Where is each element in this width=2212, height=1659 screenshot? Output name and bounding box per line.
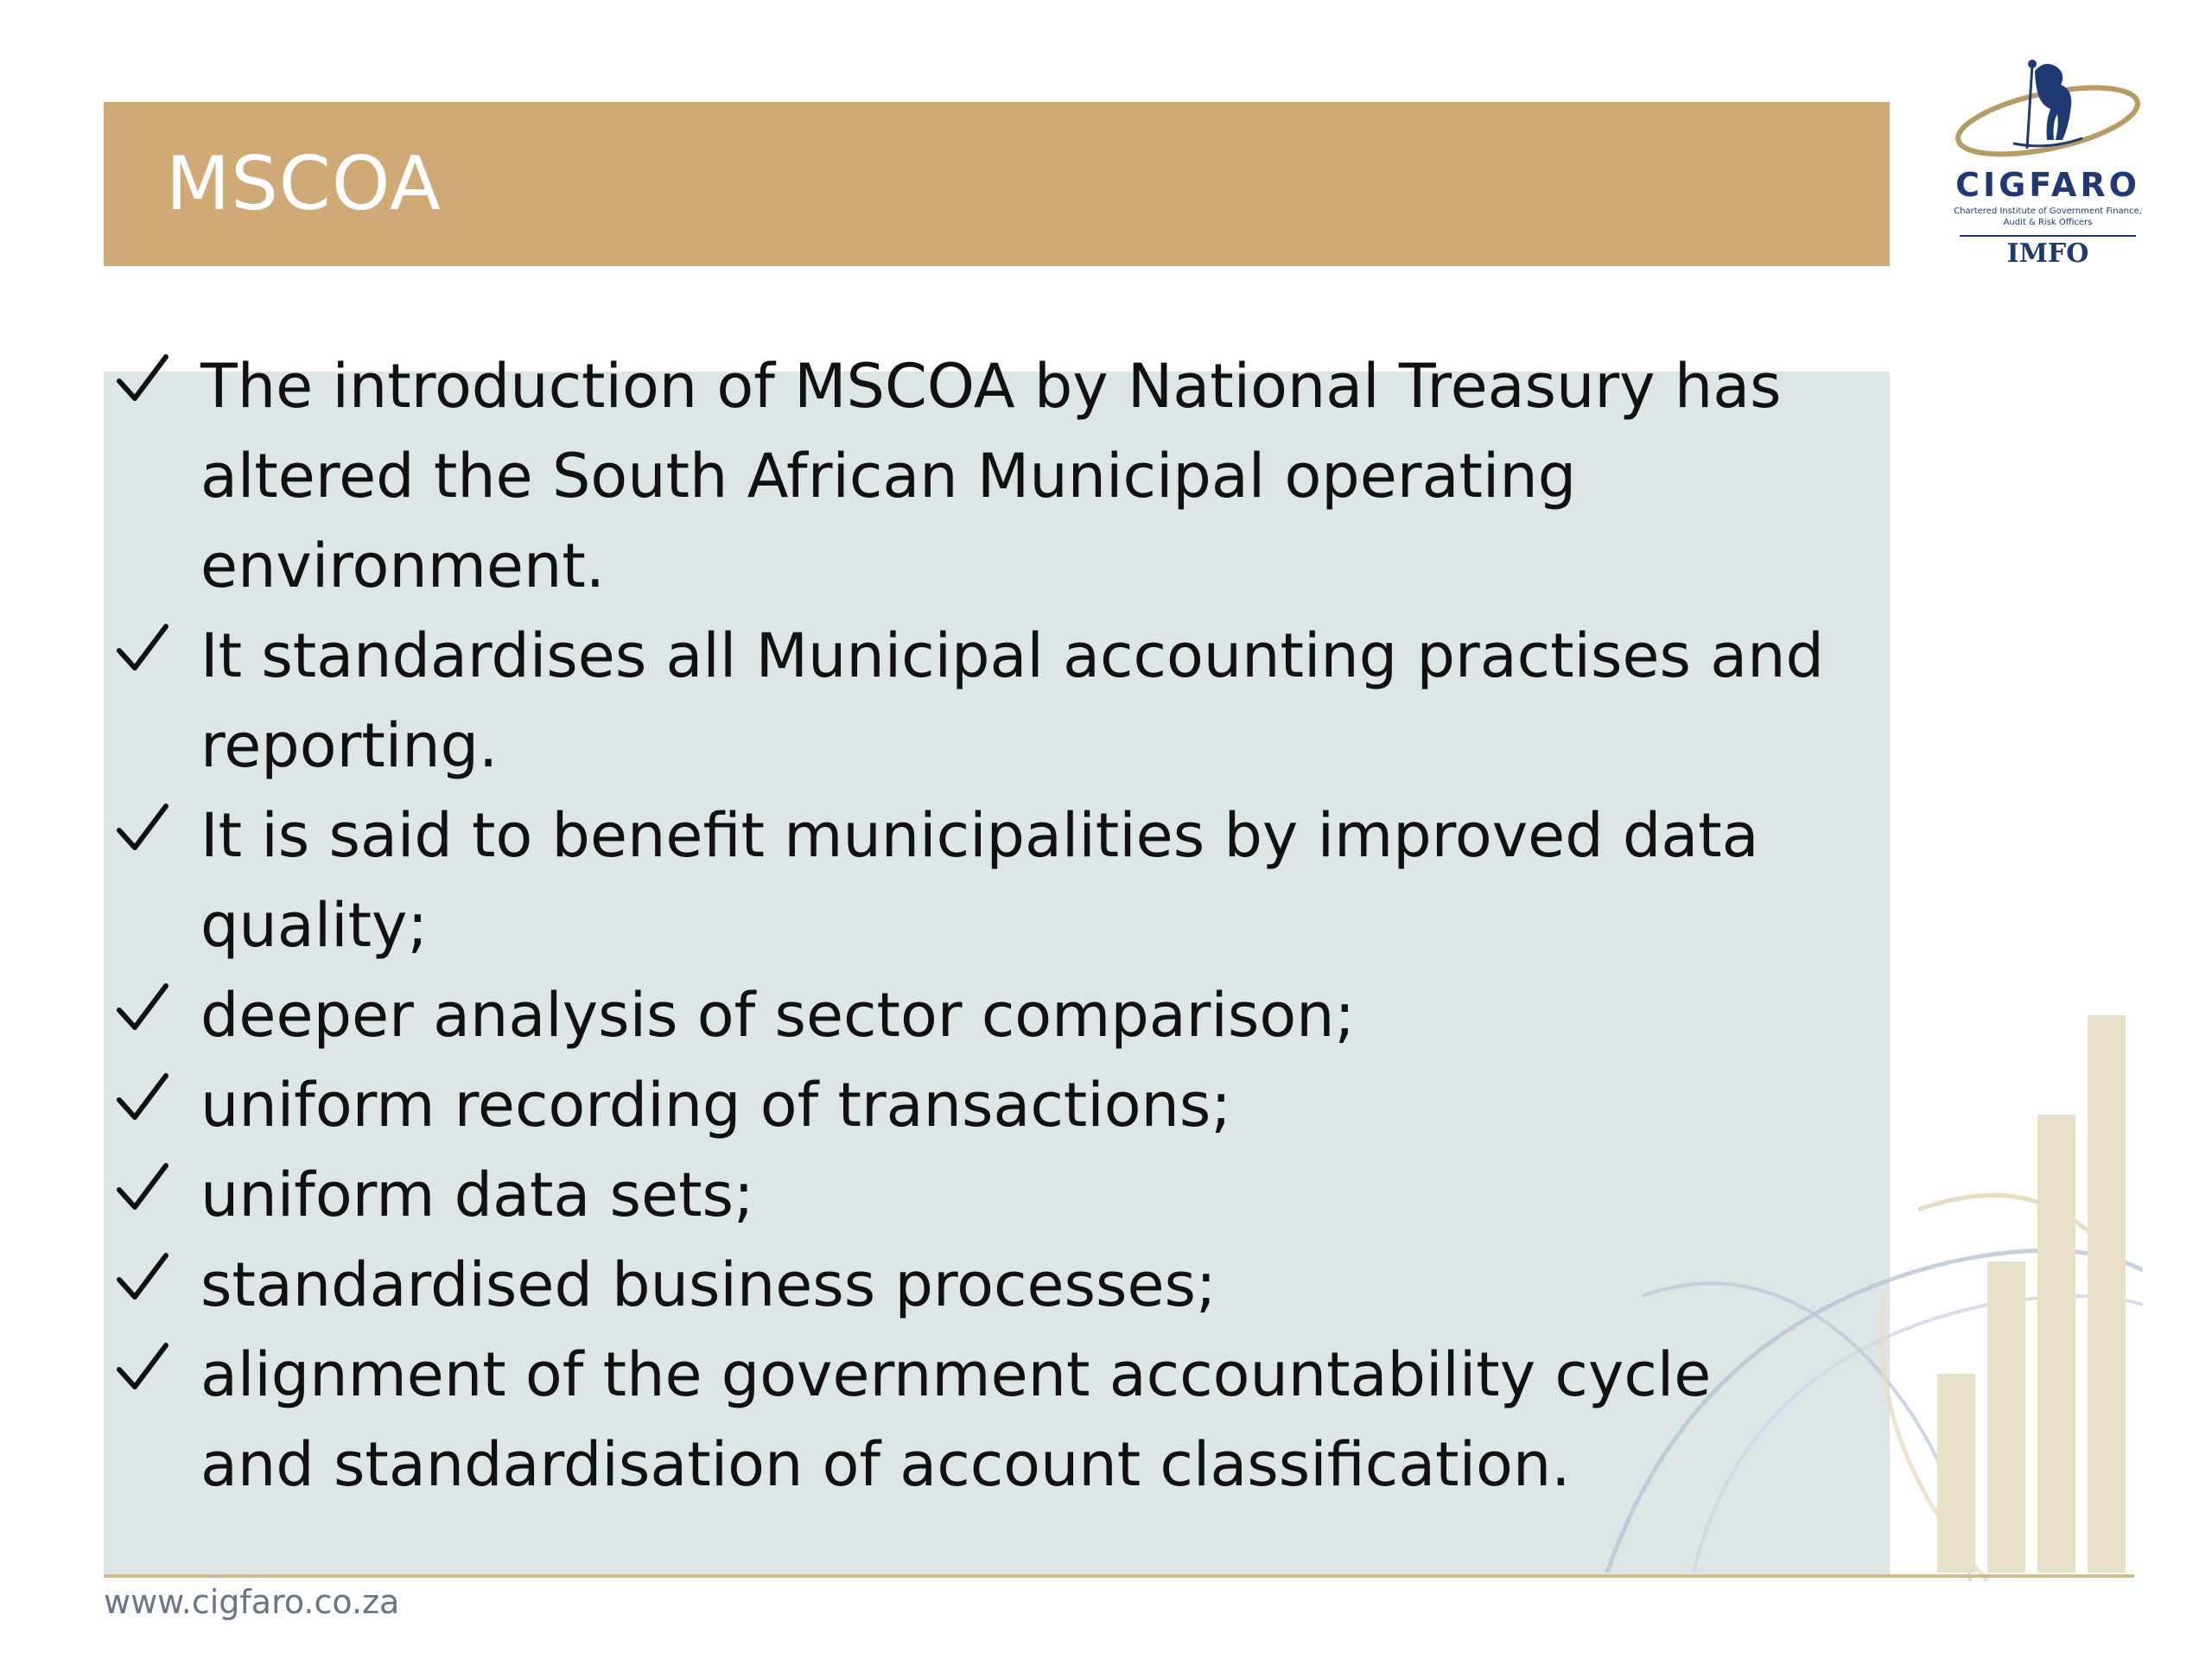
footer-url: www.cigfaro.co.za	[104, 1583, 400, 1621]
check-icon	[114, 1069, 171, 1126]
lion-emblem-icon	[1953, 54, 2143, 166]
list-item	[114, 1240, 1842, 1330]
check-icon	[114, 1249, 171, 1306]
bullet-text: It standardises all Municipal accounting practises and reporting.	[200, 620, 1824, 781]
check-icon	[114, 1159, 171, 1216]
list-item	[114, 341, 1842, 611]
list-item	[114, 611, 1842, 791]
slide-title: MSCOA	[166, 141, 442, 227]
check-icon	[114, 799, 171, 856]
check-icon	[114, 350, 171, 407]
list-item	[114, 1150, 1842, 1240]
bullet-text: uniform data sets;	[200, 1160, 754, 1230]
bullet-text: It is said to benefit municipalities by improved data quality;	[200, 800, 1759, 961]
logo-name: CIGFARO	[1955, 166, 2140, 204]
list-item	[114, 1060, 1842, 1150]
check-icon	[114, 620, 171, 677]
list-item	[114, 970, 1842, 1060]
logo-tagline: Chartered Institute of Government Finance, Audit & Risk Officers	[1954, 207, 2142, 227]
check-icon	[114, 979, 171, 1036]
bullet-text: The introduction of MSCOA by National Treasury has altered the South African Municipal operating environment.	[200, 351, 1782, 601]
bullet-text: uniform recording of transactions;	[200, 1070, 1231, 1141]
bullet-text: deeper analysis of sector comparison;	[200, 980, 1356, 1051]
logo-divider	[1960, 235, 2136, 237]
logo-subname: IMFO	[2006, 238, 2089, 269]
cigfaro-logo	[1944, 54, 2152, 270]
title-bar	[104, 102, 1890, 266]
bullet-text: standardised business processes;	[200, 1249, 1217, 1320]
footer-divider	[104, 1574, 2134, 1578]
bullet-list	[114, 341, 1842, 1510]
check-icon	[114, 1338, 171, 1395]
list-item	[114, 1330, 1842, 1510]
list-item	[114, 791, 1842, 970]
bullet-text: alignment of the government accountability cycle and standardisation of account classification.	[200, 1339, 1712, 1500]
